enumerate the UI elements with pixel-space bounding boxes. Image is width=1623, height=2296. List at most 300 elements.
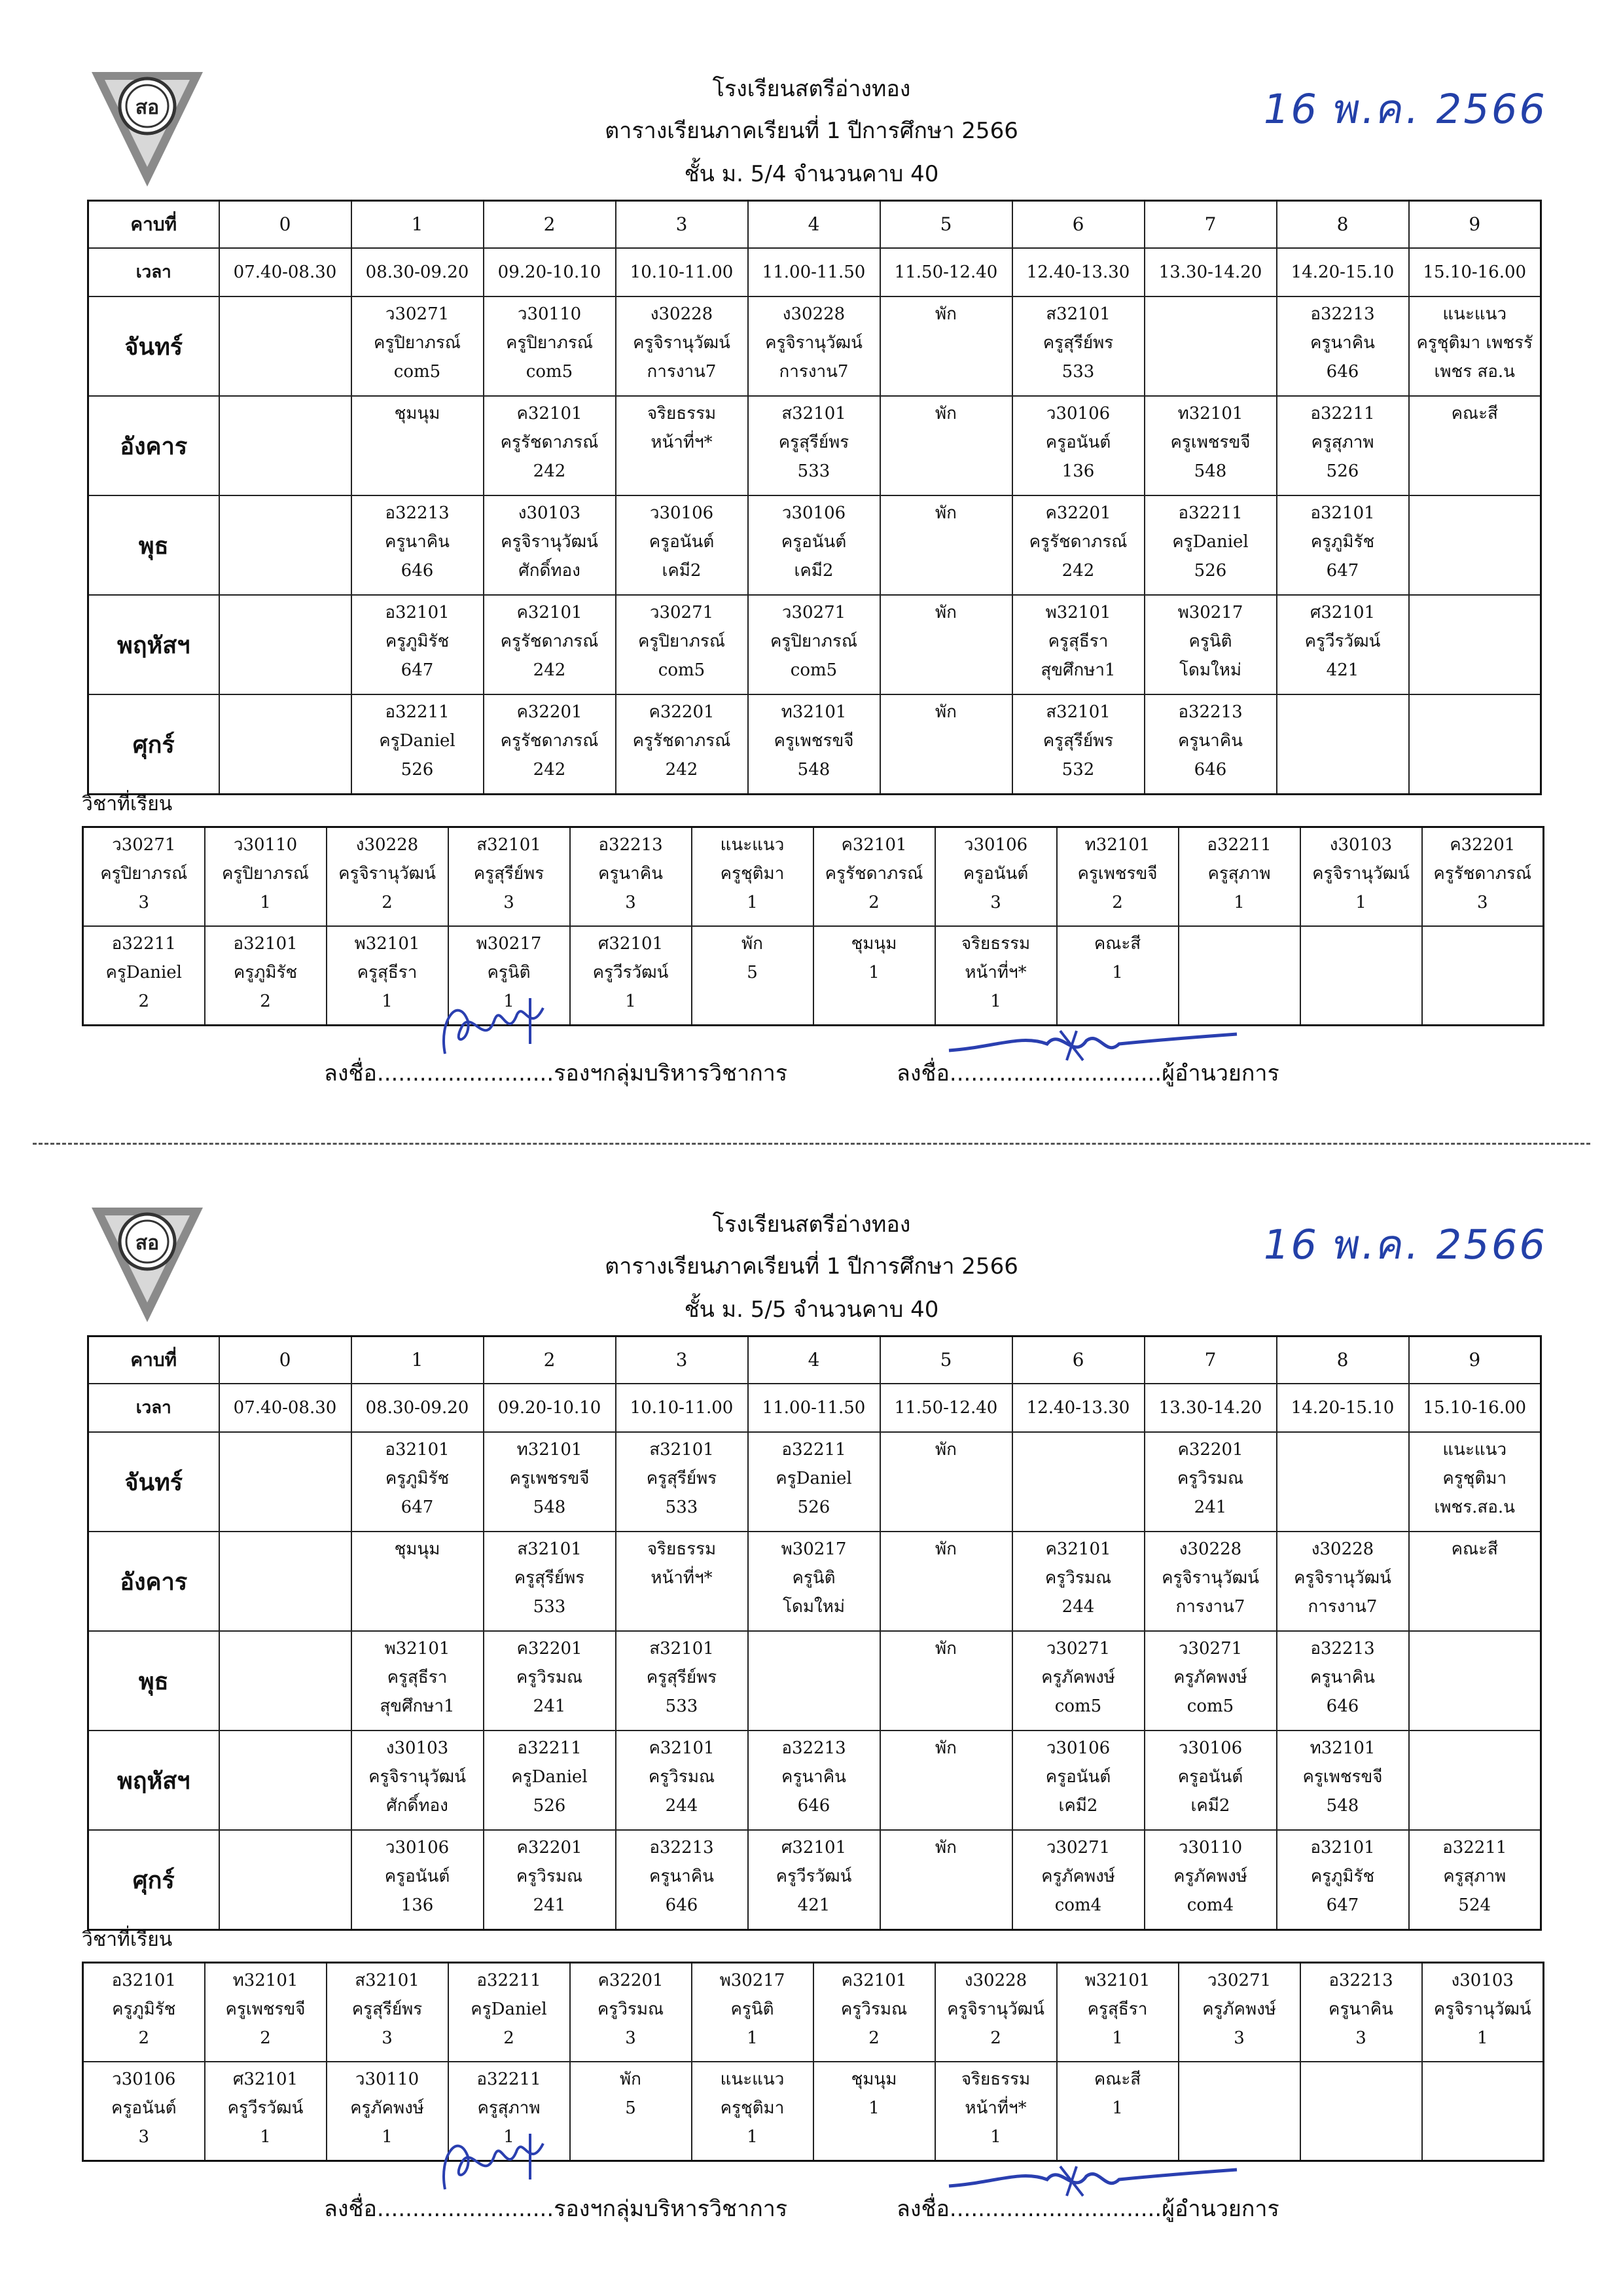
subject-cell (692, 2062, 813, 2161)
subject-cell (935, 1963, 1057, 2062)
subject-cell-line-2: 1 (625, 992, 636, 1011)
period-8-line-0: 8 (1336, 213, 1349, 235)
day-row (88, 1830, 1541, 1930)
time-header-label (88, 1384, 219, 1432)
schedule-cell-line-1: ครูสุธีรา (1048, 632, 1109, 651)
schedule-cell (351, 1830, 484, 1930)
signature-director: ลงชื่อ..............................ผู้อำนวยการ (897, 1060, 1279, 1086)
schedule-cell-line-1: ครูภูมิรัช (1310, 532, 1375, 552)
subject-cell-line-1: ครูสุรีย์พร (351, 2000, 423, 2019)
subject-cell-line-0: ว30271 (1207, 1971, 1272, 1990)
subject-cell (83, 827, 205, 927)
schedule-cell-line-2: การงาน7 (647, 362, 717, 382)
schedule-cell-line-0: พัก (935, 1539, 957, 1559)
schedule-cell-line-2: เคมี2 (1058, 1796, 1098, 1816)
time-slot-8-line-0: 14.20-15.10 (1291, 1398, 1395, 1418)
schedule-cell-line-2: 244 (1061, 1597, 1095, 1617)
time-slot-7 (1145, 1384, 1277, 1432)
schedule-cell-line-2: การงาน7 (779, 362, 849, 382)
signature-deputy-icon (432, 2117, 563, 2202)
schedule-cell-line-0: พ30217 (1177, 603, 1243, 622)
schedule-cell-line-2: 646 (1194, 760, 1227, 780)
schedule-cell (1012, 1731, 1145, 1830)
class-title: ชั้น ม. 5/4 จำนวนคาบ 40 (684, 161, 939, 187)
schedule-cell-line-0: ชุมนุม (394, 404, 440, 423)
schedule-cell-line-1: ครูรัชดาภรณ์ (500, 731, 599, 751)
schedule-cell-line-1: ครูอนันต์ (649, 532, 715, 552)
schedule-cell-line-2: com5 (393, 362, 441, 382)
schedule-cell-line-2: 526 (1194, 561, 1227, 581)
time-slot-3 (616, 1384, 748, 1432)
subject-cell-line-0: แนะแนว (720, 835, 785, 855)
schedule-cell (1277, 595, 1409, 694)
time-slot-0 (219, 248, 351, 296)
subject-cell-line-0: ชุมนุม (851, 934, 897, 954)
svg-text:สอ: สอ (135, 1232, 160, 1255)
period-0 (219, 1336, 351, 1384)
schedule-cell-line-2: com5 (526, 362, 573, 382)
subject-cell-line-2: 3 (625, 893, 636, 912)
day-name-line-0: พุธ (138, 533, 169, 560)
subject-cell-line-2: 5 (625, 2098, 636, 2118)
schedule-cell-line-2: 526 (1326, 461, 1359, 481)
timetable (87, 200, 1542, 795)
period-6-line-0: 6 (1072, 1349, 1084, 1371)
school-name: โรงเรียนสตรีอ่างทอง (712, 1211, 911, 1238)
time-slot-2 (484, 1384, 616, 1432)
school-name: โรงเรียนสตรีอ่างทอง (712, 76, 911, 102)
schedule-cell-line-2: โดมใหม่ (1179, 660, 1241, 680)
schedule-cell-line-2: 533 (1061, 362, 1095, 382)
schedule-cell (1277, 495, 1409, 595)
schedule-cell (616, 1532, 748, 1631)
schedule-cell (484, 1731, 616, 1830)
semester-title: ตารางเรียนภาคเรียนที่ 1 ปีการศึกษา 2566 (605, 118, 1018, 144)
day-row (88, 296, 1541, 396)
subject-cell-line-1: ครูภัคพงษ์ (1202, 2000, 1276, 2019)
time-slot-6-line-0: 12.40-13.30 (1026, 262, 1130, 282)
day-name-line-0: จันทร์ (124, 334, 183, 361)
subject-cell-line-2: 1 (1112, 963, 1123, 982)
schedule-cell-line-2: 647 (1326, 1895, 1359, 1915)
subject-cell (83, 926, 205, 1026)
subject-cell (935, 2062, 1057, 2161)
time-slot-5 (880, 1384, 1012, 1432)
class-title: ชั้น ม. 5/5 จำนวนคาบ 40 (684, 1297, 939, 1323)
schedule-cell-line-2: 646 (1326, 362, 1359, 382)
time-slot-9 (1409, 1384, 1541, 1432)
subject-cell-line-1: ครูรัชดาภรณ์ (825, 864, 923, 884)
schedule-cell (219, 396, 351, 495)
period-1-line-0: 1 (411, 213, 423, 235)
schedule-cell-line-2: 526 (797, 1498, 830, 1517)
schedule-cell-line-1: ครูภัคพงษ์ (1173, 1668, 1247, 1687)
schedule-cell-line-1: ครูปิยาภรณ์ (638, 632, 725, 651)
subject-cell (692, 827, 813, 927)
schedule-cell-line-2: สุขศึกษา1 (380, 1696, 455, 1716)
schedule-cell-line-2: การงาน7 (1175, 1597, 1245, 1617)
schedule-cell-line-2: 533 (665, 1498, 698, 1517)
schedule-cell-line-2: 532 (1061, 760, 1095, 780)
schedule-cell-line-1: ครูสุรีย์พร (646, 1668, 717, 1687)
schedule-cell (351, 1631, 484, 1731)
subject-cell-line-2: 3 (990, 893, 1001, 912)
schedule-cell-line-0: พัก (935, 1639, 957, 1659)
schedule-cell-line-1: ครูปิยาภรณ์ (506, 333, 593, 353)
subject-cell-line-1: ครูสุภาพ (1207, 864, 1271, 884)
schedule-cell (484, 694, 616, 795)
schedule-cell (219, 296, 351, 396)
schedule-cell-line-1: ครูจิรานุวัฒน์ (368, 1767, 466, 1787)
schedule-cell-line-0: พัก (935, 304, 957, 324)
subject-cell-line-1: หน้าที่ฯ* (965, 963, 1027, 982)
day-name (88, 595, 219, 694)
subject-cell-line-2: 1 (990, 2127, 1001, 2147)
schedule-cell (351, 1532, 484, 1631)
subject-cell-line-0: อ32213 (1329, 1971, 1393, 1990)
period-4-line-0: 4 (808, 213, 820, 235)
subject-cell (1300, 2062, 1422, 2161)
subject-cell-line-0: ว30110 (355, 2070, 419, 2089)
time-header-label-line-0: เวลา (135, 1398, 171, 1418)
schedule-cell (616, 1631, 748, 1731)
schedule-cell-line-1: ครูภัคพงษ์ (1041, 1668, 1115, 1687)
day-row (88, 495, 1541, 595)
svg-text:สอ: สอ (135, 96, 160, 119)
time-slot-8 (1277, 248, 1409, 296)
schedule-cell-line-1: ครูนาคิน (1178, 731, 1243, 751)
day-row (88, 1631, 1541, 1731)
schedule-cell-line-0: พ32101 (1045, 603, 1111, 622)
schedule-cell-line-2: 241 (1194, 1498, 1227, 1517)
schedule-cell (748, 495, 880, 595)
subject-cell (813, 926, 935, 1026)
subject-cell-line-2: 2 (260, 992, 271, 1011)
subject-cell-line-2: 1 (1355, 893, 1366, 912)
time-slot-4-line-0: 11.00-11.50 (762, 1398, 866, 1418)
day-name-line-0: ศุกร์ (132, 1867, 175, 1894)
schedule-cell-line-0: อ32211 (1442, 1838, 1507, 1857)
subject-cell-line-2: 3 (138, 893, 150, 912)
schedule-cell-line-0: ว30110 (517, 304, 582, 324)
schedule-cell-line-1: ครูDaniel (511, 1767, 588, 1787)
schedule-cell (484, 1830, 616, 1930)
schedule-cell-line-2: 647 (401, 660, 434, 680)
period-8 (1277, 201, 1409, 249)
subject-cell-line-1: ครูชุติมา (720, 2098, 785, 2118)
schedule-cell (1145, 495, 1277, 595)
subject-cell (1422, 827, 1544, 927)
schedule-cell-line-1: ครูปิยาภรณ์ (770, 632, 857, 651)
time-slot-6-line-0: 12.40-13.30 (1026, 1398, 1130, 1418)
schedule-cell-line-1: ครูสุรีย์พร (646, 1469, 717, 1488)
schedule-cell (1409, 296, 1541, 396)
schedule-cell (1409, 396, 1541, 495)
schedule-cell-line-0: อ32101 (385, 603, 450, 622)
schedule-cell-line-0: พัก (935, 1738, 957, 1758)
schedule-cell (616, 296, 748, 396)
subject-cell-line-2: 3 (138, 2127, 150, 2147)
day-name (88, 1830, 219, 1930)
subject-cell (1300, 827, 1422, 927)
schedule-cell-line-2: 647 (401, 1498, 434, 1517)
schedule-cell-line-2: 548 (1326, 1796, 1359, 1816)
schedule-cell-line-0: ว30106 (649, 503, 714, 523)
time-slot-3-line-0: 10.10-11.00 (630, 1398, 734, 1418)
time-slot-2-line-0: 09.20-10.10 (497, 1398, 601, 1418)
time-slot-2-line-0: 09.20-10.10 (497, 262, 601, 282)
subject-cell-line-2: 1 (1112, 2028, 1123, 2048)
period-9 (1409, 1336, 1541, 1384)
subject-cell (570, 2062, 692, 2161)
schedule-cell-line-2: 242 (533, 461, 566, 481)
schedule-cell-line-1: ครูวิรมณ (1177, 1469, 1244, 1488)
schedule-cell-line-1: ครูรัชดาภรณ์ (632, 731, 731, 751)
schedule-cell-line-1: ครูDaniel (379, 731, 455, 751)
schedule-cell-line-2: 646 (665, 1895, 698, 1915)
schedule-cell-line-0: ส32101 (1046, 304, 1111, 324)
period-6 (1012, 1336, 1145, 1384)
subject-cell (570, 827, 692, 927)
subject-cell (205, 926, 327, 1026)
subject-cell-line-2: 2 (868, 2028, 880, 2048)
day-name-line-0: ศุกร์ (132, 732, 175, 759)
schedule-cell-line-0: พัก (935, 702, 957, 722)
subject-cell-line-0: ว30271 (112, 835, 176, 855)
period-header-label-line-0: คาบที่ (130, 1349, 177, 1371)
subject-cell-line-2: 2 (138, 2028, 150, 2048)
signature-director: ลงชื่อ..............................ผู้อำนวยการ (897, 2196, 1279, 2222)
schedule-cell-line-0: ว30110 (1178, 1838, 1243, 1857)
schedule-cell (880, 1830, 1012, 1930)
period-5 (880, 1336, 1012, 1384)
schedule-cell-line-1: ครูวิรมณ (516, 1867, 583, 1886)
schedule-cell-line-0: อ32213 (1178, 702, 1243, 722)
subject-cell-line-0: ศ32101 (232, 2070, 298, 2089)
subjects-label: วิชาที่เรียน (82, 793, 173, 816)
schedule-cell (880, 595, 1012, 694)
subject-row (83, 926, 1544, 1026)
schedule-cell-line-0: ท32101 (516, 1440, 582, 1460)
subject-cell-line-2: 3 (503, 893, 514, 912)
schedule-cell-line-0: แนะแนว (1442, 1440, 1507, 1460)
day-name-line-0: อังคาร (120, 1569, 188, 1596)
subject-cell-line-2: 1 (382, 2127, 393, 2147)
subject-cell-line-0: อ32101 (233, 934, 298, 954)
schedule-cell-line-0: อ32213 (385, 503, 450, 523)
day-name (88, 1532, 219, 1631)
subject-cell-line-1: ครูเพชรขจี (225, 2000, 306, 2019)
subject-cell (1179, 2062, 1300, 2161)
schedule-cell-line-2: เคมี2 (1190, 1796, 1230, 1816)
schedule-cell-line-2: 242 (533, 660, 566, 680)
period-7-line-0: 7 (1204, 213, 1217, 235)
subject-cell (570, 1963, 692, 2062)
period-1 (351, 201, 484, 249)
period-header-label (88, 201, 219, 249)
schedule-cell-line-0: พ32101 (384, 1639, 450, 1659)
schedule-cell-line-0: ท32101 (781, 702, 847, 722)
subject-cell-line-1: ครูจิรานุวัฒน์ (947, 2000, 1044, 2019)
period-3-line-0: 3 (675, 1349, 688, 1371)
subject-cell-line-1: ครูชุติมา (720, 864, 785, 884)
schedule-cell (616, 595, 748, 694)
schedule-cell-line-2: 533 (797, 461, 830, 481)
time-header-label-line-0: เวลา (135, 262, 171, 282)
period-6 (1012, 201, 1145, 249)
schedule-cell-line-2: 242 (665, 760, 698, 780)
schedule-cell-line-2: 533 (533, 1597, 566, 1617)
day-row (88, 1731, 1541, 1830)
schedule-cell-line-2: com5 (658, 660, 705, 680)
time-slot-5-line-0: 11.50-12.40 (894, 262, 998, 282)
schedule-cell-line-0: อ32213 (781, 1738, 846, 1758)
subject-cell-line-1: ครูจิรานุวัฒน์ (338, 864, 436, 884)
schedule-cell-line-1: ครูเพชรขจี (1302, 1767, 1383, 1787)
schedule-cell-line-2: 646 (1326, 1696, 1359, 1716)
schedule-cell-line-2: 136 (401, 1895, 434, 1915)
day-row (88, 1432, 1541, 1532)
schedule-cell (748, 1731, 880, 1830)
subject-cell-line-0: พ30217 (476, 934, 542, 954)
schedule-cell (1409, 1432, 1541, 1532)
time-slot-6 (1012, 248, 1145, 296)
subject-cell-line-0: ง30103 (1451, 1971, 1514, 1990)
schedule-cell-line-1: ครูวีรวัฒน์ (776, 1867, 852, 1886)
schedule-cell-line-2: เพชร สอ.น (1434, 362, 1515, 382)
schedule-cell-line-1: ครูนิติ (1188, 632, 1232, 651)
schedule-cell-line-2: com5 (790, 660, 838, 680)
schedule-cell (1012, 694, 1145, 795)
period-8 (1277, 1336, 1409, 1384)
schedule-cell-line-2: 421 (797, 1895, 830, 1915)
schedule-cell-line-1: ครูชุติมา เพชรรั (1416, 333, 1533, 353)
schedule-cell (616, 495, 748, 595)
subject-cell (83, 1963, 205, 2062)
subject-cell-line-1: ครูจิรานุวัฒน์ (1433, 2000, 1531, 2019)
schedule-cell-line-0: ค32101 (1045, 1539, 1111, 1559)
schedule-cell-line-0: ว30271 (1178, 1639, 1243, 1659)
period-5-line-0: 5 (940, 213, 952, 235)
schedule-cell-line-2: ศักดิ์ทอง (518, 561, 580, 581)
subject-cell-line-2: 2 (138, 992, 150, 1011)
schedule-cell (748, 1432, 880, 1532)
period-3 (616, 1336, 748, 1384)
schedule-cell-line-1: ครูจิรานุวัฒน์ (1162, 1568, 1259, 1588)
schedule-cell (351, 694, 484, 795)
subject-cell (1057, 827, 1179, 927)
schedule-cell (219, 1731, 351, 1830)
time-slot-4 (748, 248, 880, 296)
schedule-cell-line-0: ง30228 (1311, 1539, 1374, 1559)
subject-cell (448, 827, 570, 927)
subject-cell-line-2: 5 (747, 963, 758, 982)
time-slot-1-line-0: 08.30-09.20 (365, 1398, 469, 1418)
subject-cell (327, 926, 448, 1026)
subject-cell-line-1: ครูสุรีย์พร (473, 864, 544, 884)
schedule-cell-line-1: ครูภัคพงษ์ (1041, 1867, 1115, 1886)
subject-cell-line-0: ค32201 (597, 1971, 664, 1990)
schedule-cell-line-0: ส32101 (517, 1539, 582, 1559)
schedule-cell (748, 694, 880, 795)
schedule-cell (1012, 296, 1145, 396)
time-slot-6 (1012, 1384, 1145, 1432)
schedule-cell-line-0: อ32211 (781, 1440, 846, 1460)
schedule-cell (616, 694, 748, 795)
schedule-cell-line-0: ว30106 (781, 503, 846, 523)
period-4 (748, 1336, 880, 1384)
subject-cell-line-2: 2 (868, 893, 880, 912)
subject-cell-line-1: ครูภูมิรัช (233, 963, 298, 982)
time-slot-0-line-0: 07.40-08.30 (233, 262, 337, 282)
schedule-cell-line-1: ครูสุรีย์พร (778, 433, 849, 452)
schedule-cell (1277, 296, 1409, 396)
subject-cell-line-0: อ32101 (111, 1971, 176, 1990)
schedule-cell-line-2: com4 (1054, 1895, 1102, 1915)
schedule-cell-line-1: ครูรัชดาภรณ์ (1029, 532, 1128, 552)
subject-cell (1057, 1963, 1179, 2062)
subject-cell-line-1: ครูนิติ (487, 963, 531, 982)
subject-cell (1300, 1963, 1422, 2062)
schedule-cell (880, 296, 1012, 396)
day-name-line-0: พฤหัสฯ (117, 632, 190, 659)
subject-cell (1057, 926, 1179, 1026)
subject-cell-line-0: พ32101 (354, 934, 420, 954)
schedule-cell (748, 1532, 880, 1631)
subject-cell-line-2: 2 (382, 893, 393, 912)
schedule-cell-line-2: ศักดิ์ทอง (386, 1796, 448, 1816)
schedule-cell-line-1: ครูภูมิรัช (1310, 1867, 1375, 1886)
schedule-cell (1277, 1731, 1409, 1830)
subject-cell (1057, 2062, 1179, 2161)
subject-cell-line-1: ครูนิติ (730, 2000, 774, 2019)
schedule-cell (484, 495, 616, 595)
subject-cell-line-0: อ32211 (476, 2070, 541, 2089)
schedule-cell-line-2: 242 (533, 760, 566, 780)
schedule-cell-line-0: อ32101 (1310, 503, 1375, 523)
subject-cell (205, 2062, 327, 2161)
subject-cell (205, 1963, 327, 2062)
schedule-cell-line-0: ค32201 (649, 702, 715, 722)
subject-cell (692, 926, 813, 1026)
schedule-cell-line-2: เคมี2 (662, 561, 702, 581)
schedule-cell-line-1: ครูเพชรขจี (509, 1469, 590, 1488)
date-stamp: 16 พ.ค. 2566 (1258, 1221, 1552, 1268)
schedule-cell-line-0: พัก (935, 503, 957, 523)
schedule-cell-line-2: 548 (797, 760, 830, 780)
subject-cell-line-1: ครูสุธีรา (357, 963, 418, 982)
period-9 (1409, 201, 1541, 249)
schedule-cell-line-0: ชุมนุม (394, 1539, 440, 1559)
schedule-cell-line-2: 526 (401, 760, 434, 780)
schedule-cell-line-0: คณะสี (1451, 404, 1498, 423)
schedule-cell-line-1: ครูนาคิน (385, 532, 450, 552)
schedule-cell (616, 1432, 748, 1532)
subject-cell (692, 1963, 813, 2062)
schedule-cell (1012, 1432, 1145, 1532)
subject-cell-line-2: 3 (1355, 2028, 1366, 2048)
subject-cell-line-2: 1 (747, 2028, 758, 2048)
time-slot-9-line-0: 15.10-16.00 (1423, 262, 1527, 282)
schedule-cell-line-2: 647 (1326, 561, 1359, 581)
subject-cell (205, 827, 327, 927)
schedule-cell-line-2: 646 (401, 561, 434, 581)
schedule-cell-line-0: อ32213 (1310, 1639, 1375, 1659)
schedule-cell (1145, 296, 1277, 396)
schedule-cell (1145, 1830, 1277, 1930)
schedule-cell-line-2: 533 (665, 1696, 698, 1716)
schedule-cell-line-1: หน้าที่ฯ* (651, 1568, 713, 1588)
